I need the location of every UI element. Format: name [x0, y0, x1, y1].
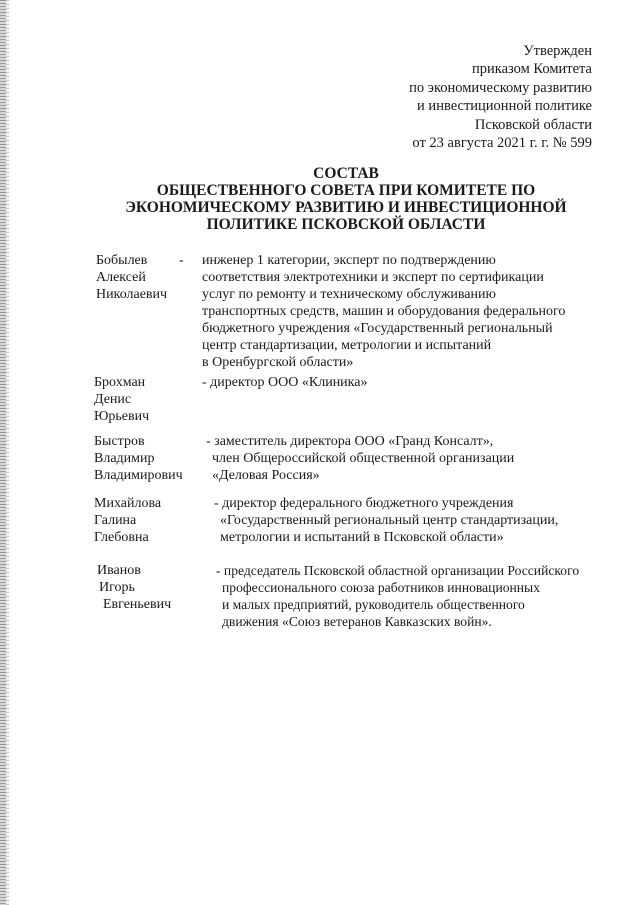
- approval-line: Псковской области: [474, 116, 592, 133]
- member-surname: Бобылев: [96, 253, 148, 268]
- member-name: [94, 433, 183, 484]
- member-name: [96, 252, 167, 303]
- desc-line: в Оренбургской области»: [202, 355, 354, 370]
- member-entry: [94, 495, 614, 550]
- desc-line: инженер 1 категории, эксперт по подтверждению: [202, 253, 496, 268]
- member-firstname: Владимир: [94, 451, 155, 466]
- desc-line: - директор ООО «Клиника»: [202, 375, 368, 390]
- member-firstname: Игорь: [99, 580, 135, 595]
- scan-edge-artifact-inner: [6, 0, 9, 905]
- approval-line: и инвестиционной политике: [417, 98, 592, 115]
- member-entry: [96, 252, 616, 372]
- member-name: [94, 374, 149, 425]
- desc-line: транспортных средств, машин и оборудования федерального: [202, 304, 566, 319]
- title-line: СОСТАВ: [313, 165, 379, 182]
- member-surname: Михайлова: [94, 496, 162, 511]
- member-firstname: Галина: [94, 513, 137, 528]
- desc-line: «Деловая Россия»: [212, 468, 320, 483]
- desc-line: услуг по ремонту и техническому обслуживанию: [202, 287, 496, 302]
- desc-line: профессионального союза работников инновационных: [222, 580, 540, 595]
- member-firstname: Денис: [94, 392, 132, 407]
- approval-block: [409, 42, 592, 152]
- desc-line: - председатель Псковской областной организации Российского: [216, 563, 580, 578]
- desc-line: метрологии и испытаний в Псковской области»: [220, 530, 504, 545]
- approval-line: по экономическому развитию: [409, 79, 592, 96]
- desc-line: и малых предприятий, руководитель общественного: [222, 597, 525, 612]
- member-dash: -: [179, 253, 184, 268]
- member-description: [206, 433, 514, 484]
- approval-line: Утвержден: [523, 43, 592, 59]
- member-entry: [94, 374, 614, 429]
- member-description: [216, 562, 579, 630]
- member-patronymic: Глебовна: [94, 530, 149, 545]
- desc-line: центр стандартизации, метрологии и испытаний: [202, 338, 492, 353]
- member-patronymic: Владимирович: [94, 468, 183, 483]
- title-line: ОБЩЕСТВЕННОГО СОВЕТА ПРИ КОМИТЕТЕ ПО: [156, 182, 536, 199]
- approval-line: приказом Комитета: [471, 61, 592, 78]
- member-patronymic: Юрьевич: [94, 409, 150, 424]
- desc-line: бюджетного учреждения «Государственный региональный: [202, 321, 553, 336]
- desc-line: член Общероссийской общественной организации: [212, 451, 515, 466]
- member-surname: Брохман: [94, 375, 146, 390]
- member-name: [94, 495, 161, 546]
- approval-line: от 23 августа 2021 г. г. № 599: [412, 135, 592, 152]
- member-firstname: Алексей: [96, 270, 146, 285]
- member-entry: [97, 562, 625, 634]
- desc-line: - заместитель директора ООО «Гранд Консалт»,: [206, 434, 494, 449]
- member-name: [97, 562, 171, 613]
- member-description: [202, 374, 367, 391]
- title-line: ПОЛИТИКЕ ПСКОВСКОЙ ОБЛАСТИ: [206, 216, 486, 233]
- member-description: [202, 252, 565, 371]
- desc-line: - директор федерального бюджетного учреждения: [214, 496, 514, 511]
- member-surname: Иванов: [97, 563, 141, 578]
- desc-line: «Государственный региональный центр стандартизации,: [220, 513, 559, 528]
- document-title: [86, 165, 606, 233]
- member-surname: Быстров: [94, 434, 145, 449]
- member-entry: [94, 433, 614, 488]
- member-patronymic: Евгеньевич: [103, 597, 172, 612]
- desc-line: движения «Союз ветеранов Кавказских войн».: [222, 614, 492, 629]
- member-description: [214, 495, 558, 546]
- desc-line: соответствия электротехники и эксперт по сертификации: [202, 270, 544, 285]
- member-patronymic: Николаевич: [96, 287, 168, 302]
- title-line: ЭКОНОМИЧЕСКОМУ РАЗВИТИЮ И ИНВЕСТИЦИОННОЙ: [125, 199, 567, 216]
